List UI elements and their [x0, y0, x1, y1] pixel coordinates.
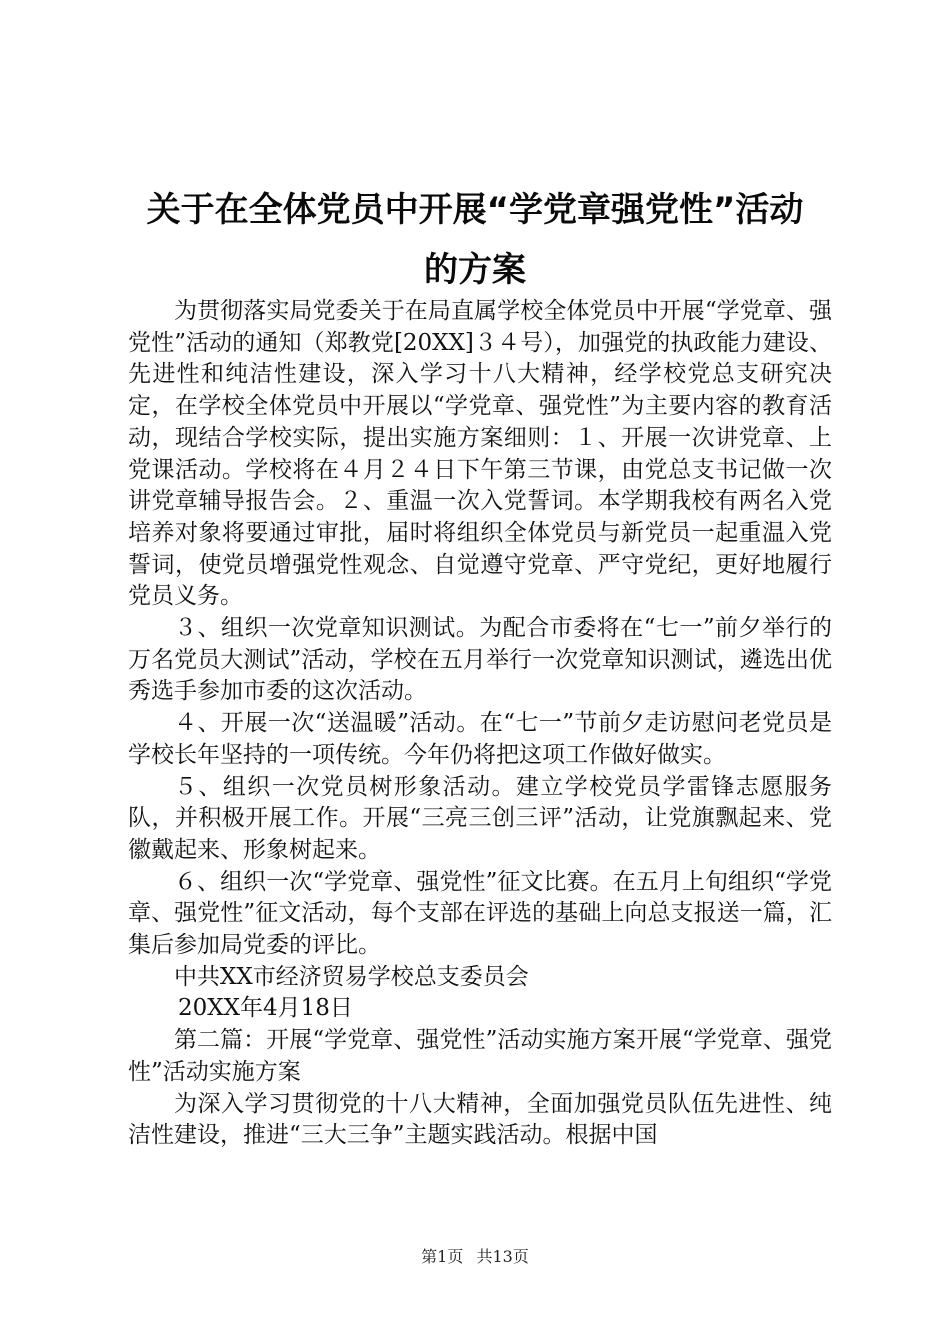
signature-line: 中共XX市经济贸易学校总支委员会 [174, 963, 529, 990]
paragraph-item-6: ６、组织一次“学党章、强党性”征文比赛。在五月上旬组织“学党章、强党性”征文活动，每个支部在评选的基础上向总支报送一篇，汇集后参加局党委的评比。 [128, 868, 832, 959]
page-number: 第1页 [421, 1247, 464, 1266]
date-line: 20XX年4月18日 [178, 995, 353, 1022]
paragraph-item-4: ４、开展一次“送温暖”活动。在“七一”节前夕走访慰问老党员是学校长年坚持的一项传统。今年仍将把这项工作做好做实。 [128, 710, 832, 768]
document-title-line-2: 的方案 [424, 250, 526, 290]
second-section-paragraph: 为深入学习贯彻党的十八大精神，全面加强党员队伍先进性、纯洁性建设，推进“三大三争”主题实践活动。根据中国 [128, 1090, 832, 1149]
paragraph-item-5: ５、组织一次党员树形象活动。建立学校党员学雷锋志愿服务队，并积极开展工作。开展“三亮三创三评”活动，让党旗飘起来、党徽戴起来、形象树起来。 [128, 773, 832, 863]
paragraph-intro: 为贯彻落实局党委关于在局直属学校全体党员中开展“学党章、强党性”活动的通知（郑教党[20XX]３４号），加强党的执政能力建设、先进性和纯洁性建设，深入学习十八大精神，经学校党总支研究决定，在学校全体党员中开展以“学党章、强党性”为主要内容的教育活动，现结合学校实际，提出实施方案细则：１、开展一次讲党章、上党课活动。学校将在４月２４日下午第三节课，由党总支书记做一次讲党章辅导报告会。２、重温一次入党誓词。本学期我校有两名入党培养对象将要通过审批，届时将组织全体党员与新党员一起重温入党誓词，使党员增强党性观念、自觉遵守党章、严守党纪，更好地履行党员义务。 [128, 298, 832, 610]
page-total: 共13页 [476, 1247, 529, 1266]
second-section-heading: 第二篇：开展“学党章、强党性”活动实施方案开展“学党章、强党性”活动实施方案 [128, 1027, 832, 1085]
page-footer [0, 1244, 950, 1267]
paragraph-item-3: ３、组织一次党章知识测试。为配合市委将在“七一”前夕举行的万名党员大测试”活动，学校在五月举行一次党章知识测试，遴选出优秀选手参加市委的这次活动。 [128, 615, 832, 705]
document-body [128, 296, 832, 1152]
document-title-line-1: 关于在全体党员中开展“学党章强党性”活动 [146, 190, 804, 230]
